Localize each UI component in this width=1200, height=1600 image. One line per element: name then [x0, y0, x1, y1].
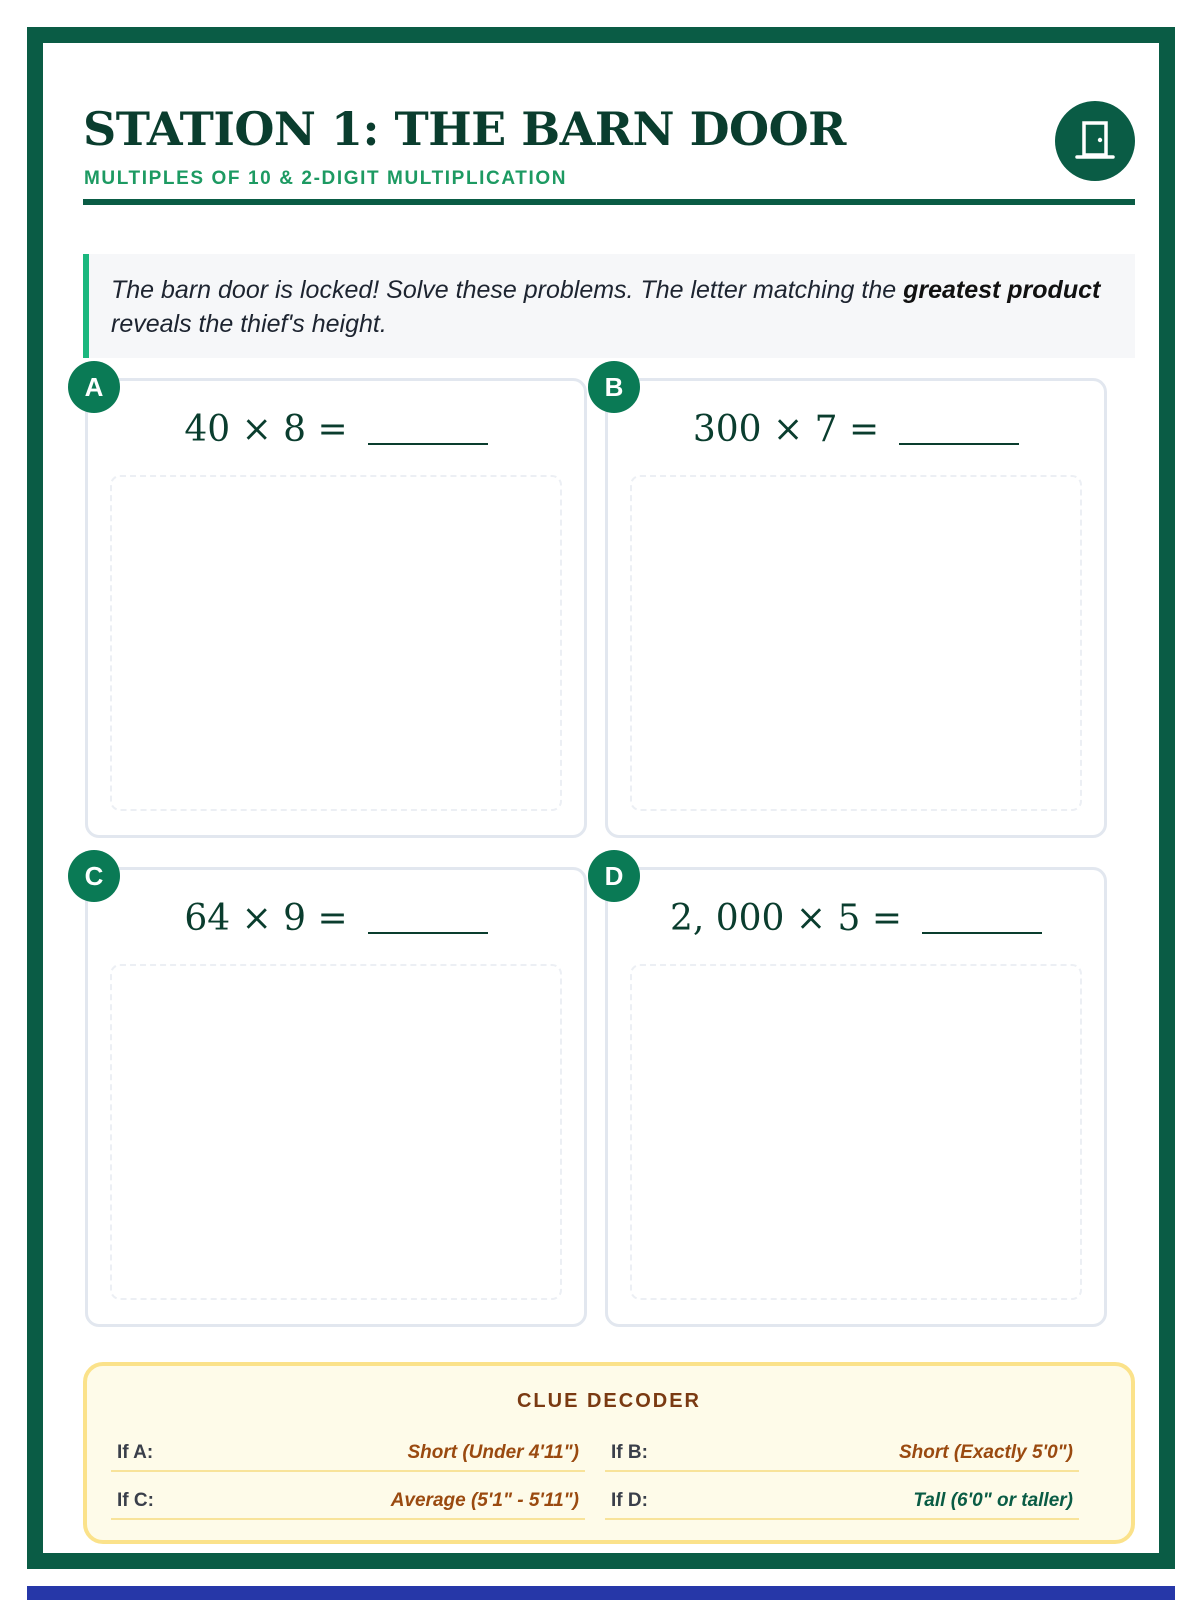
equation-text: 40 × 8 =	[184, 409, 348, 450]
clue-value: Short (Exactly 5'0")	[898, 1442, 1073, 1463]
problem-letter-badge: A	[68, 361, 120, 413]
answer-blank[interactable]	[368, 413, 488, 445]
problem-letter-badge: B	[588, 361, 640, 413]
work-area[interactable]	[630, 475, 1082, 811]
clue-value: Average (5'1" - 5'11")	[390, 1490, 579, 1511]
worksheet-frame	[27, 27, 1175, 1569]
equation-text: 300 × 7 =	[692, 409, 880, 450]
work-area[interactable]	[630, 964, 1082, 1300]
bottom-edge-bar	[27, 1586, 1175, 1600]
station-header	[83, 83, 1135, 205]
worksheet-content	[83, 83, 1135, 1511]
door-icon	[1055, 101, 1135, 181]
clue-row-a	[111, 1428, 585, 1472]
clue-label: If D:	[611, 1490, 648, 1511]
clue-label: If B:	[611, 1442, 648, 1463]
instructions-text-end: reveals the thief's height.	[111, 310, 387, 338]
answer-blank[interactable]	[922, 902, 1042, 934]
problem-equation	[608, 409, 1104, 450]
equation-text: 2, 000 × 5 =	[669, 898, 903, 939]
work-area[interactable]	[110, 475, 562, 811]
clue-row-d	[605, 1476, 1079, 1520]
problem-card-d	[604, 860, 1107, 1327]
answer-blank[interactable]	[899, 413, 1019, 445]
problem-letter-badge: D	[588, 850, 640, 902]
page-subtitle: MULTIPLES OF 10 & 2-DIGIT MULTIPLICATION	[84, 168, 568, 189]
instructions	[83, 254, 1135, 358]
problem-card-c	[84, 860, 587, 1327]
problem-card-a	[84, 371, 587, 838]
problem-equation	[88, 898, 584, 939]
instructions-emphasis: greatest product	[903, 276, 1101, 304]
answer-blank[interactable]	[368, 902, 488, 934]
decoder-title: CLUE DECODER	[516, 1390, 701, 1412]
problem-card-b	[604, 371, 1107, 838]
work-area[interactable]	[110, 964, 562, 1300]
equation-text: 64 × 9 =	[184, 898, 348, 939]
problem-equation	[88, 409, 584, 450]
clue-row-b	[605, 1428, 1079, 1472]
page-title: STATION 1: THE BARN DOOR	[83, 102, 846, 156]
problem-equation	[608, 898, 1104, 939]
clue-label: If C:	[117, 1490, 154, 1511]
clue-label: If A:	[117, 1442, 154, 1463]
clue-decoder	[83, 1362, 1135, 1544]
clue-value: Short (Under 4'11")	[407, 1442, 579, 1463]
instructions-text: The barn door is locked! Solve these problems. The letter matching the	[111, 276, 904, 304]
clue-value: Tall (6'0" or taller)	[913, 1490, 1073, 1511]
problem-letter-badge: C	[68, 850, 120, 902]
clue-row-c	[111, 1476, 585, 1520]
